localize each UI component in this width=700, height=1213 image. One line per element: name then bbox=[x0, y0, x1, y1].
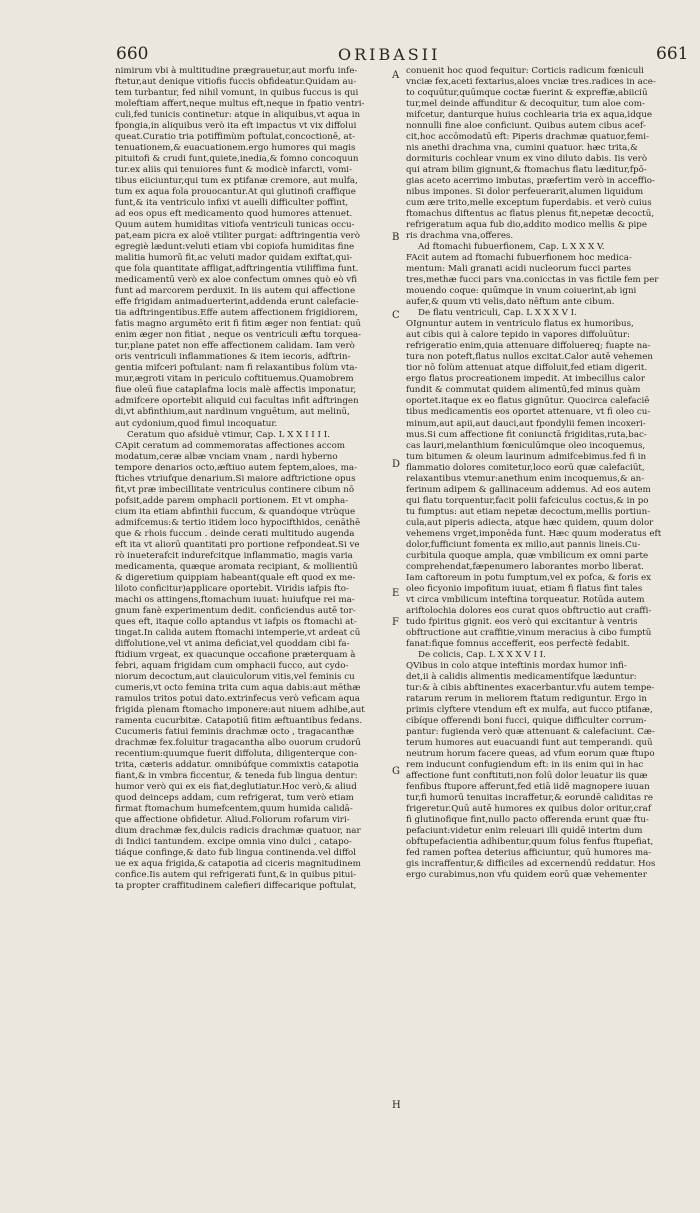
margin-letter: B bbox=[392, 232, 400, 243]
left-column-line: & digeretium quippiam habeant(quale eft quod ex me- bbox=[115, 572, 356, 583]
left-column-line: confice.Iis autem qui refrigerati funt,& in quibus pitui- bbox=[115, 870, 357, 881]
left-column-line: liloto conficitur)applicare oportebit. Viridis iafpis fto- bbox=[115, 583, 349, 594]
right-column-line: obftructione aut craffitie,vinum meracius à cibo fumptū bbox=[406, 627, 652, 638]
page-header bbox=[0, 44, 700, 68]
left-column-line: queat.Curatio tria potiffimùm poftulat,concoctionē, at- bbox=[115, 132, 356, 143]
right-column-line: cas lauri,melanthium fœniculūmque oleo incoquemus, bbox=[406, 440, 646, 451]
right-column-line: tur,mel deinde affunditur & decoquitur, tum aloe com- bbox=[406, 99, 645, 110]
right-column-line: vnciæ fex,aceti fextarius,aloes vnciæ tres.radices in ace- bbox=[406, 77, 656, 88]
left-column-line: gnum fanè experimentum dedit. conficiendus autē tor- bbox=[115, 605, 356, 616]
left-column-line: humor verò qui ex eis fiat,deglutiatur.Hoc verò,& aliud bbox=[115, 782, 357, 793]
left-column-line: fiue oleū fiue cataplafma locis malè affectis imponatur, bbox=[115, 385, 357, 396]
right-column-line: fanat:fique fomnus accefferit, eos perfectè fedabit. bbox=[406, 638, 630, 649]
left-column-line: ftidium vrgeat, ex quacunque occafione præterquam à bbox=[115, 649, 356, 660]
margin-letter: A bbox=[392, 70, 400, 81]
left-column-line: oris ventriculi inflammationes & item iecoris, adftrin- bbox=[115, 352, 351, 363]
left-column-line: ftiches vtriufque denarium.Si maiore adftrictione opus bbox=[115, 473, 356, 484]
left-column-line: tum ex aqua fola prouocantur.At qui glutinofi craffique bbox=[115, 187, 356, 198]
right-column-line: cibíque offerendi boni fucci, quique difficulter corrum- bbox=[406, 715, 647, 726]
right-column-line: ratarum rerum in meliorem ftatum rediguntur. Ergo in bbox=[406, 693, 647, 704]
right-column-line: mentum: Mali granati acidi nucleorum fucci partes bbox=[406, 264, 632, 275]
right-column-line: refrigeratum aqua fub dio,addito modico mellis & pipe bbox=[406, 220, 648, 231]
left-column-line: rò inueterafcit indurefcitque inflammatio, magis varia bbox=[115, 550, 353, 561]
left-column-line: tem turbantur, fed nihil vomunt, in quibus fuccus is qui bbox=[115, 88, 359, 99]
right-column-line: nibus impones. Si dolor perfeuerarit,alumen liquidum bbox=[406, 187, 644, 198]
left-column-line: eft ita vt aliorū quantitati pro portione refpondeat.Si ve bbox=[115, 539, 360, 550]
right-text-column bbox=[406, 66, 672, 1186]
left-column-line: Quum autem humiditas vitiofa ventriculi tunicas occu- bbox=[115, 220, 355, 231]
right-column-line: tibus medicamentis eos oportet attenuare, vt fi oleo cu- bbox=[406, 407, 651, 418]
right-column-line: refrigeratio enim,quia attenuare diffoluereq; fuapte na- bbox=[406, 341, 651, 352]
left-column-line: recentium:quumque fuerit diffoluta, diligenterque con- bbox=[115, 748, 358, 759]
left-column-line: ramulos tritos potui dato.extrinfecus verò veficam aqua bbox=[115, 693, 360, 704]
right-column-line: dolor,fufficiunt fomenta ex milio,aut pannis lineis.Cu- bbox=[406, 539, 641, 550]
left-column-line: machi os attingens,ftomachum iuuat: huiufque rei ma- bbox=[115, 594, 355, 605]
left-column-line: medicamenta, quæque aromata recipiant, & mollientiū bbox=[115, 561, 358, 572]
right-column-line: ftomachus diftentus ac flatus plenus fit,nepetæ decoctū, bbox=[406, 209, 655, 220]
margin-letter: D bbox=[392, 459, 401, 470]
margin-letter: G bbox=[392, 766, 400, 777]
left-column-line: CApit ceratum ad commemoratas affectiones accom bbox=[115, 440, 346, 451]
left-column-line: ad eos opus eft medicamento quod humores attenuet. bbox=[115, 209, 353, 220]
chapter-heading: De colicis, Cap. L X X X V I I. bbox=[418, 649, 546, 660]
left-column-line: enim æger non fitiat , neque os ventriculi æftu torquea- bbox=[115, 330, 362, 341]
right-column-line: QVibus in colo atque inteftinis mordax humor infi- bbox=[406, 660, 627, 671]
right-column-line: conuenit hoc quod fequitur: Corticis radicum fœniculi bbox=[406, 66, 644, 76]
margin-letter: H bbox=[392, 1100, 401, 1111]
right-column-line: tur:& à cibis abftinentes exacerbantur.vfu autem tempe- bbox=[406, 682, 655, 693]
left-column-line: que affectione obfidetur. Aliud.Foliorum rofarum viri- bbox=[115, 815, 350, 826]
right-column-line: affectione funt conftituti,non folū dolor leuatur iis quæ bbox=[406, 771, 648, 781]
left-column-line: fpongia,in aliquibus verò ita eft impactus vt vix diffolui bbox=[115, 121, 357, 132]
right-column-line: mus.Si cum affectione fit coniunctā frigiditas,ruta,bac- bbox=[406, 429, 647, 440]
left-column-line: aut cydonium,quod fimul incoquatur. bbox=[115, 418, 278, 429]
left-column-line: quod deinceps addam, cum refrigerat, tum verò etiam bbox=[115, 793, 354, 804]
right-column-line: primis clyftere vtendum eft ex mulfa, aut fucco ptifanæ, bbox=[406, 704, 653, 715]
right-column-line: aut cibis qui à calore tepido in vapores diffoluūtur: bbox=[406, 330, 630, 341]
right-column-line: tura non poteft,flatus nullos excitat.Calor autē vehemen bbox=[406, 352, 654, 363]
right-column-line: Iam caftoreum in potu fumptum,vel ex pofca, & foris ex bbox=[406, 572, 652, 583]
right-column-line: vt circa vmbilicum inteftina torqueatur. Rotūda autem bbox=[406, 594, 645, 605]
left-column-line: febri, aquam frigidam cum omphacii fucco, aut cydo- bbox=[115, 660, 349, 671]
left-column-line: ta propter craffitudinem calefieri diffecarique poftulat, bbox=[115, 881, 357, 892]
right-column-line: mouendo coque: quūmque in vnum coiuerint,ab igni bbox=[406, 286, 637, 297]
right-column-line: oleo ficyonio impofitum iuuat, etiam fi flatus fint tales bbox=[406, 583, 643, 594]
right-column-line: tior nō folùm attenuat atque diffoluit,fed etiam digerit. bbox=[406, 363, 648, 374]
right-column-line: OIgnuntur autem in ventriculo flatus ex humoribus, bbox=[406, 319, 634, 330]
page-number-left: 660 bbox=[116, 44, 149, 64]
left-column-line: ue ex aqua frigida,& catapotia ad ciceris magnitudinem bbox=[115, 859, 361, 870]
right-column-line: ergo curabimus,non vfu quidem eorū quæ vehementer bbox=[406, 870, 647, 881]
right-column-line: ergo flatus procreationem impedit. At imbecillus calor bbox=[406, 374, 646, 385]
chapter-heading: Ceratum quo afsiduè vtimur, Cap. L X X I I I I. bbox=[127, 429, 330, 440]
right-column-line: nis anethi drachma vna, cumini quatuor. hæc trita,& bbox=[406, 143, 638, 154]
right-column-line: tum bitumen & oleum laurinum admifcebimus.fed fi in bbox=[406, 451, 647, 462]
margin-letter: E bbox=[392, 588, 400, 599]
left-column-line: medicamentū verò ex aloe confectum omnes quò eò vfi bbox=[115, 275, 358, 286]
right-column-line: det,ii à calidis alimentis medicamentífque læduntur: bbox=[406, 671, 637, 682]
left-column-line: culi,fed tunicis continetur: atque in aliquibus,vt aqua in bbox=[115, 110, 361, 121]
left-column-line: tur,plane patet non effe affectionem calidam. Iam verò bbox=[115, 341, 355, 352]
right-column-line: fenfibus ftupore afferunt,fed etiā iidē magnopere iuuan bbox=[406, 782, 650, 793]
right-column-line: curbitula quoque ampla, quæ vmbilicum ex omni parte bbox=[406, 550, 649, 561]
margin-letter: F bbox=[392, 617, 399, 628]
left-column-line: mur,ægroti vitam in periculo coftituemus.Quamobrem bbox=[115, 374, 354, 385]
left-column-line: pofsit,adde parem omphacii portionem. Et vt ompha- bbox=[115, 495, 349, 506]
right-column-line: FAcit autem ad ftomachi fubuerfionem hoc medica- bbox=[406, 253, 632, 264]
right-column-line: cula,aut piperis adiecta, atque hæc quidem, quum dolor bbox=[406, 517, 654, 528]
right-column-line: tur,fi humorū tenuitas incraffetur,& eorundē caliditas re bbox=[406, 793, 653, 804]
left-column-line: admifcemus:& tertio itidem loco hypocifthidos, cenāthē bbox=[115, 517, 361, 528]
left-column-line: di Indici tantundem. excipe omnia vino dulci , catapo- bbox=[115, 837, 352, 848]
left-column-line: tur.ex aliis qui tenuiores funt & modicè infarcti, vomi- bbox=[115, 165, 353, 176]
left-column-line: diffolutione,vel vt anima deficiat,vel quoddam cibi fa- bbox=[115, 638, 350, 649]
right-column-line: gis incraffentur,& difficiles ad excernendū reddatur. Hos bbox=[406, 859, 656, 870]
left-column-line: tibus eiiciuntur,qui tum ex ptifanæ cremore, aut mulfa, bbox=[115, 176, 358, 187]
right-column-line: mifcetur, danturque huius cochlearia tria ex aqua,idque bbox=[406, 110, 653, 121]
left-column-line: que & rhois fuccum . deinde cerati multitudo augenda bbox=[115, 528, 355, 539]
right-column-line: minum,aut apii,aut dauci,aut fpondylii femen incoxeri- bbox=[406, 418, 646, 429]
right-column-line: fi glutinofique fint,nullo pacto offerenda erunt quæ ftu- bbox=[406, 815, 649, 826]
right-column-line: qui flatu torquentur,facit polii fafciculus coctus,& in po bbox=[406, 495, 649, 506]
left-text-column bbox=[115, 66, 391, 1186]
left-column-line: tia adftringentibus.Effe autem affectionem frigidiorem, bbox=[115, 308, 358, 319]
right-column-line: neutrum horum facere queas, ad vfum eorum quæ ftupo bbox=[406, 748, 655, 759]
left-column-line: moleftiam affert,neque multus eft,neque in fpatio ventri- bbox=[115, 99, 365, 110]
right-column-line: oportet.itaque ex eo flatus gignūtur. Quocirca calefaciē bbox=[406, 396, 650, 407]
left-column-line: funt ad marcorem perduxit. In iis autem qui affectione bbox=[115, 286, 356, 297]
right-column-line: to coquūtur,quūmque coctæ fuerint & expreffæ,abiiciū bbox=[406, 88, 648, 99]
left-column-line: niorum decoctum,aut clauiculorum vitis,vel feminis cu bbox=[115, 671, 355, 682]
section-margin-letters bbox=[392, 0, 404, 1213]
left-column-line: cumeris,vt octo femina trita cum aqua dabis:aut mēthæ bbox=[115, 682, 361, 693]
right-column-line: fed ramen poftea deterius afficiuntur, quū humores ma- bbox=[406, 848, 652, 859]
left-column-line: fatis magno argumēto erit fi fitim æger non fentiat: quū bbox=[115, 319, 362, 330]
right-column-line: ris drachma vna,offeres. bbox=[406, 231, 514, 242]
left-column-line: firmat ftomachum humefcentem,quum humida calidā- bbox=[115, 804, 353, 815]
left-column-line: tenuationem,& euacuationem.ergo humores qui magis bbox=[115, 143, 356, 154]
right-column-line: pefaciunt:videtur enim releuari illi quidē interim dum bbox=[406, 826, 643, 837]
right-column-line: qui atram bilim gignunt,& ftomachus flatu læditur,fpō- bbox=[406, 165, 647, 176]
right-column-line: cum ære trito,melle exceptum fuperdabis. et verò cuius bbox=[406, 198, 652, 209]
right-column-line: vehemens vrget,imponēda funt. Hæc quum moderatus eft bbox=[406, 528, 662, 539]
chapter-heading: De flatu ventriculi, Cap. L X X X V I. bbox=[418, 308, 577, 319]
left-column-line: nimirum vbi à multitudine prægrauetur,aut morfu infe- bbox=[115, 66, 358, 76]
left-column-line: que fola quantitate affligat,adftringentia vtiliffima funt. bbox=[115, 264, 359, 275]
left-column-line: malitia humorū fit,ac veluti mador quidam exiftat,qui- bbox=[115, 253, 353, 264]
left-column-line: ques eft, itaque collo aptandus vt iafpis os ftomachi at- bbox=[115, 616, 357, 627]
left-column-line: di,vt abfinthium,aut nardinum vnguētum, aut melinū, bbox=[115, 407, 350, 418]
right-column-line: fundit & commutat quidem alimentū,fed minus quàm bbox=[406, 385, 641, 396]
right-column-line: aufer,& quum vti velis,dato nēftum ante cibum. bbox=[406, 297, 615, 308]
left-column-line: tempore denarios octo,æftiuo autem feptem,aloes, ma- bbox=[115, 462, 358, 473]
right-column-line: gias aceto acerrimo imbutas, præfertim verò in acceffio- bbox=[406, 176, 655, 187]
left-column-line: ftetur,aut denique vitiofis fuccis obfideatur.Quidam au- bbox=[115, 77, 357, 88]
right-column-line: tudo fpiritus gignit. eos verò qui excitantur à ventris bbox=[406, 616, 638, 627]
right-column-line: rem inducunt confugiendum eft: in iis enim qui in hac bbox=[406, 759, 644, 770]
page-number-right: 661 bbox=[656, 44, 689, 64]
right-column-line: obftupefacientia adhibentur,quum folus fenfus ftupefiat, bbox=[406, 837, 654, 848]
left-column-line: admifcere oportebit aliquid cui facultas infit adftringen bbox=[115, 396, 359, 407]
left-column-line: modatum,ceræ albæ vnciam vnam , nardi hyberno bbox=[115, 451, 338, 462]
left-column-line: Cucumeris fatiui feminis drachmæ octo , tragacanthæ bbox=[115, 726, 355, 737]
right-column-line: tres,methæ fucci pars vna.conicctas in vas fictile fem per bbox=[406, 275, 659, 286]
right-column-line: nonnulli fine aloe conficiunt. Quibus autem cibus acef- bbox=[406, 121, 646, 132]
left-column-line: frigida plenam ftomacho imponere:aut niuem adhibe,aut bbox=[115, 704, 365, 715]
left-column-line: fit,vt præ imbecillitate ventriculus continere cibum nō bbox=[115, 484, 355, 495]
left-column-line: trita, cæteris addatur. omnibúfque commixtis catapotia bbox=[115, 759, 359, 770]
right-column-line: frigeretur.Quū autē humores ex quibus dolor oritur,craf bbox=[406, 804, 652, 815]
right-column-line: dormituris cochlear vnum ex vino diluto dabis. Iis verò bbox=[406, 154, 648, 165]
margin-letter: C bbox=[392, 310, 400, 321]
right-column-line: ariftolochia dolores eos curat quos obftructio aut craffi- bbox=[406, 605, 652, 616]
left-column-line: cium ita etiam abfinthii fuccum, & quandoque vtrùque bbox=[115, 506, 356, 517]
left-column-line: ramenta cucurbitæ. Catapotiū fitim æftuantibus fedans. bbox=[115, 715, 363, 726]
right-column-line: relaxantibus vtemur:anethum enim incoquemus,& an- bbox=[406, 473, 645, 484]
right-column-line: cit,hoc accōmodatū eft: Piperis drachmæ quatuor,femi- bbox=[406, 132, 649, 143]
left-column-line: funt,& ita ventriculo infixi vt auelli difficulter poffint, bbox=[115, 198, 349, 209]
left-column-line: effe frigidam animaduerterint,addenda erunt calefacie- bbox=[115, 297, 359, 308]
right-column-line: ferinum adipem & gallinaceum addemus. Ad eos autem bbox=[406, 484, 651, 495]
right-column-line: pantur: fugienda verò quæ attenuant & calefaciunt. Cæ- bbox=[406, 726, 655, 737]
left-column-line: gentia mifceri poftulant: nam fi relaxantibus folùm vta- bbox=[115, 363, 358, 374]
left-column-line: tingat.In calida autem ftomachi intemperie,vt ardeat cū bbox=[115, 627, 361, 638]
left-column-line: pat,eam picra ex aloë vtiliter purgat: adftringentia verò bbox=[115, 231, 360, 242]
right-column-line: comprehendat,fæpenumero laborantes morbo liberat. bbox=[406, 561, 644, 572]
left-column-line: egregiè lædunt:veluti etiam vbi copiofa humiditas fine bbox=[115, 242, 355, 253]
left-column-line: dium drachmæ fex,dulcis radicis drachmæ quatuor, nar bbox=[115, 826, 361, 837]
chapter-heading: Ad ftomachi fubuerfionem, Cap. L X X X V. bbox=[418, 242, 605, 253]
left-column-line: pituitofi & crudi funt,quiete,inedia,& fomno concoquun bbox=[115, 154, 359, 165]
right-column-line: terum humores aut euacuandi funt aut temperandi. quū bbox=[406, 737, 653, 748]
running-head: ORIBASII bbox=[338, 45, 441, 64]
right-column-line: tu fumptus: aut etiam nepetæ decoctum,mellis portiun- bbox=[406, 506, 651, 517]
left-column-line: drachmæ fex.foluitur tragacantha albo ouorum crudorū bbox=[115, 737, 361, 748]
right-column-line: flammatio dolores comitetur,loco eorū quæ calefaciūt, bbox=[406, 462, 645, 473]
left-column-line: fiant,& in vmbra ficcentur, & teneda fub lingua dentur: bbox=[115, 771, 358, 781]
left-column-line: tiáque confinge,& dato fub lingua continenda.vel diffol bbox=[115, 848, 357, 859]
